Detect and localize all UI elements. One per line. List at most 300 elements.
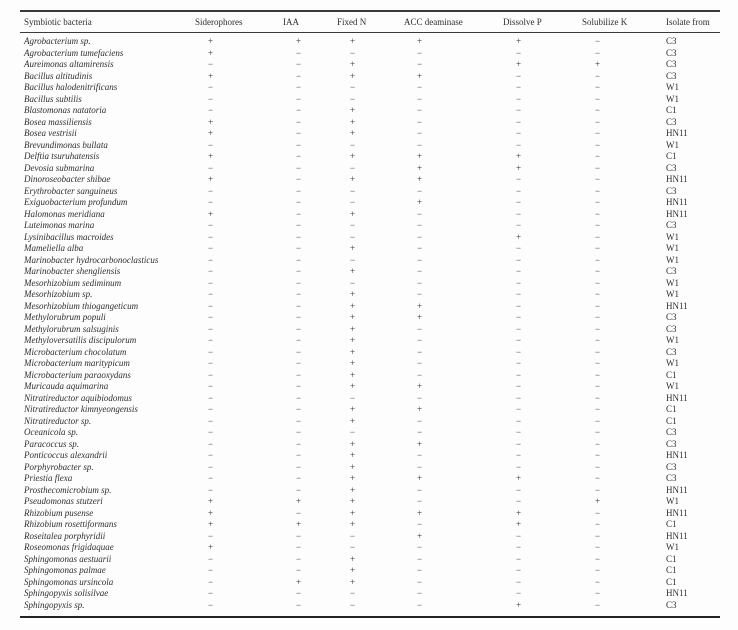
cell-fixed-n: +	[350, 323, 356, 334]
table-row	[20, 232, 720, 244]
isolate-from-cell: W1	[666, 289, 679, 299]
table-row	[20, 416, 720, 428]
cell-fixed-n: +	[350, 36, 356, 46]
cell-fixed-n: +	[350, 438, 356, 449]
cell-siderophores: −	[208, 162, 214, 173]
cell-acc-deaminase: −	[417, 358, 423, 368]
cell-dissolve-p: −	[516, 427, 522, 437]
cell-fixed-n: +	[350, 208, 356, 219]
cell-acc-deaminase: −	[417, 254, 423, 265]
cell-siderophores: −	[208, 427, 214, 437]
cell-iaa: −	[296, 565, 302, 575]
bacteria-name: Sphingopyxis solisilvae	[24, 588, 109, 598]
table-row	[20, 105, 720, 117]
column-header-solubilize-k: Solubilize K	[582, 11, 666, 33]
isolate-from-cell: W1	[666, 381, 679, 391]
isolate-from-cell: HN11	[666, 197, 688, 207]
cell-siderophores: −	[208, 530, 214, 541]
isolate-from-cell: C3	[666, 346, 677, 357]
bacteria-name: Rhizobium pusense	[24, 507, 94, 518]
cell-acc-deaminase: −	[417, 450, 423, 460]
cell-iaa: −	[296, 369, 302, 380]
bacteria-name: Bacillus halodenitrificans	[24, 82, 118, 92]
isolate-from-cell: C3	[666, 36, 677, 46]
cell-iaa: −	[296, 82, 302, 92]
cell-siderophores: +	[208, 519, 214, 529]
cell-iaa: −	[296, 174, 302, 184]
cell-iaa: −	[296, 323, 302, 334]
cell-solubilize-k: −	[595, 231, 601, 242]
isolate-from-cell: HN11	[666, 128, 688, 138]
table-row	[20, 312, 720, 324]
cell-acc-deaminase: +	[417, 36, 423, 46]
cell-dissolve-p: −	[516, 116, 522, 127]
cell-siderophores: +	[208, 507, 214, 518]
cell-solubilize-k: −	[595, 599, 601, 610]
cell-fixed-n: +	[350, 312, 356, 322]
isolate-from-cell: C3	[666, 70, 677, 81]
cell-iaa: −	[296, 358, 302, 368]
cell-fixed-n: −	[350, 599, 356, 610]
cell-iaa: −	[296, 507, 302, 518]
cell-fixed-n: +	[350, 70, 356, 81]
cell-fixed-n: −	[350, 231, 356, 242]
isolate-from-cell: C1	[666, 404, 677, 414]
isolate-from-cell: W1	[666, 82, 679, 92]
bacteria-name: Mesorhizobium sp.	[24, 289, 93, 299]
bacteria-name: Methylorubrum populi	[24, 312, 106, 322]
cell-solubilize-k: −	[595, 530, 601, 541]
isolate-from-cell: C3	[666, 323, 677, 334]
column-header-isolate-from: Isolate from	[666, 11, 720, 33]
cell-acc-deaminase: −	[417, 323, 423, 334]
cell-iaa: −	[296, 277, 302, 288]
cell-fixed-n: +	[350, 243, 356, 253]
cell-acc-deaminase: +	[417, 438, 423, 449]
cell-solubilize-k: −	[595, 565, 601, 575]
cell-fixed-n: +	[350, 473, 356, 483]
table-row	[20, 278, 720, 290]
table-row	[20, 554, 720, 566]
cell-dissolve-p: −	[516, 139, 522, 150]
cell-solubilize-k: −	[595, 151, 601, 161]
cell-dissolve-p: −	[516, 105, 522, 115]
cell-dissolve-p: +	[516, 162, 522, 173]
cell-iaa: −	[296, 312, 302, 322]
cell-acc-deaminase: −	[417, 243, 423, 253]
cell-solubilize-k: −	[595, 427, 601, 437]
cell-solubilize-k: −	[595, 553, 601, 564]
table-body	[20, 33, 720, 618]
cell-solubilize-k: −	[595, 105, 601, 115]
cell-fixed-n: +	[350, 174, 356, 184]
isolate-from-cell: C3	[666, 312, 677, 322]
cell-solubilize-k: −	[595, 358, 601, 368]
cell-solubilize-k: −	[595, 300, 601, 311]
cell-solubilize-k: −	[595, 484, 601, 495]
cell-dissolve-p: −	[516, 47, 522, 58]
cell-siderophores: +	[208, 151, 214, 161]
cell-acc-deaminase: +	[417, 174, 423, 184]
cell-iaa: +	[296, 36, 302, 46]
cell-solubilize-k: −	[595, 277, 601, 288]
table-row	[20, 174, 720, 186]
cell-acc-deaminase: +	[417, 507, 423, 518]
cell-dissolve-p: −	[516, 438, 522, 449]
bacteria-name: Nitratireductor sp.	[24, 415, 92, 426]
cell-solubilize-k: −	[595, 473, 601, 483]
cell-acc-deaminase: −	[417, 93, 423, 104]
cell-solubilize-k: −	[595, 576, 601, 587]
cell-solubilize-k: −	[595, 289, 601, 299]
table-row	[20, 542, 720, 554]
cell-dissolve-p: −	[516, 484, 522, 495]
bacteria-name: Brevundimonas bullata	[24, 139, 108, 150]
cell-fixed-n: +	[350, 576, 356, 587]
cell-solubilize-k: −	[595, 450, 601, 460]
isolate-from-cell: HN11	[666, 300, 688, 311]
cell-iaa: −	[296, 59, 302, 69]
table-row	[20, 427, 720, 439]
bacteria-name: Methyloversatilis discipulorum	[24, 335, 137, 345]
bacteria-name: Roseitalea porphyridii	[24, 530, 106, 541]
cell-acc-deaminase: −	[417, 335, 423, 345]
cell-fixed-n: −	[350, 392, 356, 403]
table-row	[20, 370, 720, 382]
cell-iaa: −	[296, 461, 302, 472]
cell-siderophores: −	[208, 599, 214, 610]
cell-fixed-n: +	[350, 461, 356, 472]
cell-siderophores: −	[208, 231, 214, 242]
cell-dissolve-p: −	[516, 323, 522, 334]
cell-dissolve-p: −	[516, 565, 522, 575]
cell-siderophores: −	[208, 381, 214, 391]
cell-acc-deaminase: +	[417, 312, 423, 322]
cell-solubilize-k: −	[595, 174, 601, 184]
table-row	[20, 59, 720, 71]
cell-solubilize-k: −	[595, 70, 601, 81]
cell-iaa: −	[296, 266, 302, 276]
isolate-from-cell: C3	[666, 438, 677, 449]
cell-acc-deaminase: −	[417, 415, 423, 426]
table-row	[20, 209, 720, 221]
bacteria-name: Paracoccus sp.	[24, 438, 79, 449]
isolate-from-cell: C3	[666, 427, 677, 437]
cell-acc-deaminase: −	[417, 185, 423, 196]
bacteria-name: Devosia submarina	[24, 162, 95, 173]
cell-siderophores: −	[208, 588, 214, 598]
cell-dissolve-p: +	[516, 231, 522, 242]
cell-iaa: −	[296, 151, 302, 161]
cell-solubilize-k: −	[595, 185, 601, 196]
cell-dissolve-p: −	[516, 392, 522, 403]
isolate-from-cell: C3	[666, 220, 677, 230]
cell-iaa: −	[296, 197, 302, 207]
cell-siderophores: −	[208, 369, 214, 380]
bacteria-name: Bacillus altitudinis	[24, 70, 93, 81]
cell-acc-deaminase: −	[417, 277, 423, 288]
bacteria-name: Methylorubrum salsuginis	[24, 323, 119, 334]
cell-acc-deaminase: −	[417, 392, 423, 403]
cell-fixed-n: +	[350, 300, 356, 311]
cell-dissolve-p: −	[516, 82, 522, 92]
cell-acc-deaminase: −	[417, 542, 423, 552]
isolate-from-cell: C1	[666, 565, 677, 575]
isolate-from-cell: HN11	[666, 208, 688, 219]
cell-solubilize-k: −	[595, 335, 601, 345]
bacteria-name: Agrobacterium tumefaciens	[24, 47, 124, 58]
bacteria-name: Dinoroseobacter shibae	[24, 174, 111, 184]
cell-acc-deaminase: −	[417, 427, 423, 437]
cell-iaa: −	[296, 542, 302, 552]
cell-iaa: −	[296, 427, 302, 437]
cell-iaa: −	[296, 599, 302, 610]
column-header-siderophores: Siderophores	[195, 11, 283, 33]
bacteria-name: Roseomonas frigidaquae	[24, 542, 114, 552]
cell-siderophores: +	[208, 174, 214, 184]
isolate-from-cell: HN11	[666, 530, 688, 541]
cell-siderophores: +	[208, 128, 214, 138]
cell-dissolve-p: +	[516, 507, 522, 518]
cell-iaa: −	[296, 105, 302, 115]
cell-iaa: −	[296, 93, 302, 104]
cell-fixed-n: +	[350, 369, 356, 380]
bacteria-name: Sphingomonas ursincola	[24, 576, 114, 587]
cell-fixed-n: −	[350, 530, 356, 541]
bacteria-name: Halomonas meridiana	[24, 208, 105, 219]
cell-solubilize-k: −	[595, 139, 601, 150]
cell-siderophores: −	[208, 392, 214, 403]
cell-fixed-n: −	[350, 588, 356, 598]
cell-siderophores: −	[208, 461, 214, 472]
bacteria-name: Pseudomonas stutzeri	[24, 496, 103, 506]
bacteria-name: Microbacterium chocolatum	[24, 346, 127, 357]
cell-solubilize-k: −	[595, 588, 601, 598]
cell-solubilize-k: −	[595, 519, 601, 529]
column-header-symbiotic-bacteria: Symbiotic bacteria	[20, 11, 195, 33]
cell-siderophores: +	[208, 208, 214, 219]
cell-solubilize-k: −	[595, 197, 601, 207]
cell-siderophores: −	[208, 335, 214, 345]
cell-dissolve-p: −	[516, 277, 522, 288]
cell-acc-deaminase: −	[417, 346, 423, 357]
isolate-from-cell: C1	[666, 553, 677, 564]
cell-fixed-n: +	[350, 59, 356, 69]
bacteria-name: Bosea massiliensis	[24, 116, 92, 127]
cell-fixed-n: +	[350, 496, 356, 506]
cell-iaa: +	[296, 496, 302, 506]
table-row	[20, 508, 720, 520]
table-row	[20, 324, 720, 336]
cell-solubilize-k: −	[595, 415, 601, 426]
cell-solubilize-k: −	[595, 381, 601, 391]
cell-siderophores: −	[208, 565, 214, 575]
table-row	[20, 117, 720, 129]
table-row	[20, 151, 720, 163]
cell-fixed-n: +	[350, 404, 356, 414]
cell-acc-deaminase: −	[417, 461, 423, 472]
bacteria-name: Bosea vestrisii	[24, 128, 77, 138]
cell-iaa: −	[296, 484, 302, 495]
cell-acc-deaminase: −	[417, 588, 423, 598]
bacteria-name: Aureimonas altamirensis	[24, 59, 114, 69]
isolate-from-cell: C1	[666, 415, 677, 426]
cell-acc-deaminase: +	[417, 300, 423, 311]
cell-dissolve-p: +	[516, 519, 522, 529]
cell-fixed-n: +	[350, 335, 356, 345]
cell-iaa: −	[296, 300, 302, 311]
isolate-from-cell: W1	[666, 243, 679, 253]
cell-dissolve-p: −	[516, 174, 522, 184]
isolate-from-cell: W1	[666, 93, 679, 104]
cell-iaa: −	[296, 588, 302, 598]
cell-siderophores: −	[208, 266, 214, 276]
isolate-from-cell: W1	[666, 496, 679, 506]
cell-solubilize-k: −	[595, 461, 601, 472]
cell-acc-deaminase: +	[417, 70, 423, 81]
cell-dissolve-p: −	[516, 243, 522, 253]
cell-solubilize-k: +	[595, 496, 601, 506]
cell-dissolve-p: −	[516, 197, 522, 207]
cell-fixed-n: +	[350, 346, 356, 357]
table-row	[20, 301, 720, 313]
cell-fixed-n: +	[350, 358, 356, 368]
cell-siderophores: −	[208, 404, 214, 414]
cell-iaa: −	[296, 381, 302, 391]
bacteria-name: Marinobacter hydrocarbonoclasticus	[24, 254, 159, 265]
table-row	[20, 186, 720, 198]
cell-dissolve-p: −	[516, 70, 522, 81]
table-row	[20, 404, 720, 416]
cell-dissolve-p: −	[516, 369, 522, 380]
isolate-from-cell: C3	[666, 59, 677, 69]
isolate-from-cell: C1	[666, 369, 677, 380]
cell-solubilize-k: −	[595, 93, 601, 104]
cell-iaa: −	[296, 162, 302, 173]
cell-iaa: −	[296, 335, 302, 345]
cell-iaa: −	[296, 553, 302, 564]
isolate-from-cell: HN11	[666, 450, 688, 460]
cell-iaa: −	[296, 116, 302, 127]
cell-solubilize-k: −	[595, 208, 601, 219]
cell-acc-deaminase: −	[417, 139, 423, 150]
cell-acc-deaminase: −	[417, 266, 423, 276]
cell-siderophores: −	[208, 105, 214, 115]
bacteria-name: Sphingomonas palmae	[24, 565, 106, 575]
isolate-from-cell: W1	[666, 277, 679, 288]
isolate-from-cell: C3	[666, 185, 677, 196]
table-row	[20, 450, 720, 462]
table-row	[20, 485, 720, 497]
bacteria-name: Mesorhizobium thiogangeticum	[24, 300, 139, 311]
cell-fixed-n: +	[350, 116, 356, 127]
cell-dissolve-p: −	[516, 358, 522, 368]
cell-iaa: −	[296, 128, 302, 138]
isolate-from-cell: HN11	[666, 507, 688, 518]
table-row	[20, 577, 720, 589]
table-row	[20, 565, 720, 577]
cell-dissolve-p: −	[516, 496, 522, 506]
cell-solubilize-k: −	[595, 243, 601, 253]
cell-siderophores: −	[208, 484, 214, 495]
cell-solubilize-k: −	[595, 36, 601, 46]
cell-fixed-n: +	[350, 507, 356, 518]
cell-fixed-n: +	[350, 519, 356, 529]
bacteria-name: Luteimonas marina	[24, 220, 95, 230]
cell-fixed-n: +	[350, 484, 356, 495]
cell-solubilize-k: −	[595, 323, 601, 334]
cell-dissolve-p: +	[516, 36, 522, 46]
cell-siderophores: −	[208, 277, 214, 288]
cell-acc-deaminase: −	[417, 599, 423, 610]
cell-fixed-n: −	[350, 197, 356, 207]
cell-solubilize-k: −	[595, 47, 601, 58]
cell-acc-deaminase: −	[417, 105, 423, 115]
cell-acc-deaminase: −	[417, 484, 423, 495]
bacteria-name: Delftia tsuruhatensis	[24, 151, 100, 161]
cell-dissolve-p: −	[516, 576, 522, 587]
table-row	[20, 48, 720, 60]
isolate-from-cell: HN11	[666, 588, 688, 598]
cell-fixed-n: −	[350, 82, 356, 92]
table-header-row	[20, 11, 720, 33]
cell-iaa: +	[296, 519, 302, 529]
cell-dissolve-p: −	[516, 128, 522, 138]
table-row	[20, 381, 720, 393]
cell-acc-deaminase: −	[417, 289, 423, 299]
table-row	[20, 600, 720, 618]
cell-solubilize-k: −	[595, 542, 601, 552]
isolate-from-cell: HN11	[666, 174, 688, 184]
cell-siderophores: −	[208, 254, 214, 265]
bacteria-name: Mameliella alba	[24, 243, 84, 253]
bacteria-name: Bacillus subtilis	[24, 93, 82, 104]
cell-iaa: −	[296, 346, 302, 357]
cell-iaa: −	[296, 47, 302, 58]
cell-dissolve-p: −	[516, 381, 522, 391]
cell-solubilize-k: +	[595, 59, 601, 69]
cell-acc-deaminase: +	[417, 530, 423, 541]
cell-dissolve-p: +	[516, 151, 522, 161]
table-row	[20, 220, 720, 232]
table-row	[20, 588, 720, 600]
cell-dissolve-p: −	[516, 346, 522, 357]
cell-fixed-n: +	[350, 450, 356, 460]
isolate-from-cell: W1	[666, 231, 679, 242]
cell-siderophores: −	[208, 93, 214, 104]
cell-siderophores: −	[208, 139, 214, 150]
bacteria-name: Rhizobium rosettiformans	[24, 519, 117, 529]
cell-iaa: −	[296, 392, 302, 403]
cell-fixed-n: +	[350, 105, 356, 115]
isolate-from-cell: W1	[666, 358, 679, 368]
cell-iaa: −	[296, 231, 302, 242]
cell-acc-deaminase: −	[417, 128, 423, 138]
cell-siderophores: −	[208, 450, 214, 460]
cell-fixed-n: −	[350, 93, 356, 104]
cell-iaa: +	[296, 576, 302, 587]
bacteria-name: Sphingomonas aestuarii	[24, 553, 112, 564]
isolate-from-cell: C3	[666, 461, 677, 472]
cell-siderophores: −	[208, 438, 214, 449]
table-row	[20, 358, 720, 370]
cell-solubilize-k: −	[595, 507, 601, 518]
cell-dissolve-p: −	[516, 530, 522, 541]
column-header-iaa: IAA	[283, 11, 337, 33]
cell-fixed-n: −	[350, 139, 356, 150]
bacteria-name: Agrobacterium sp.	[24, 36, 91, 46]
table-row	[20, 347, 720, 359]
